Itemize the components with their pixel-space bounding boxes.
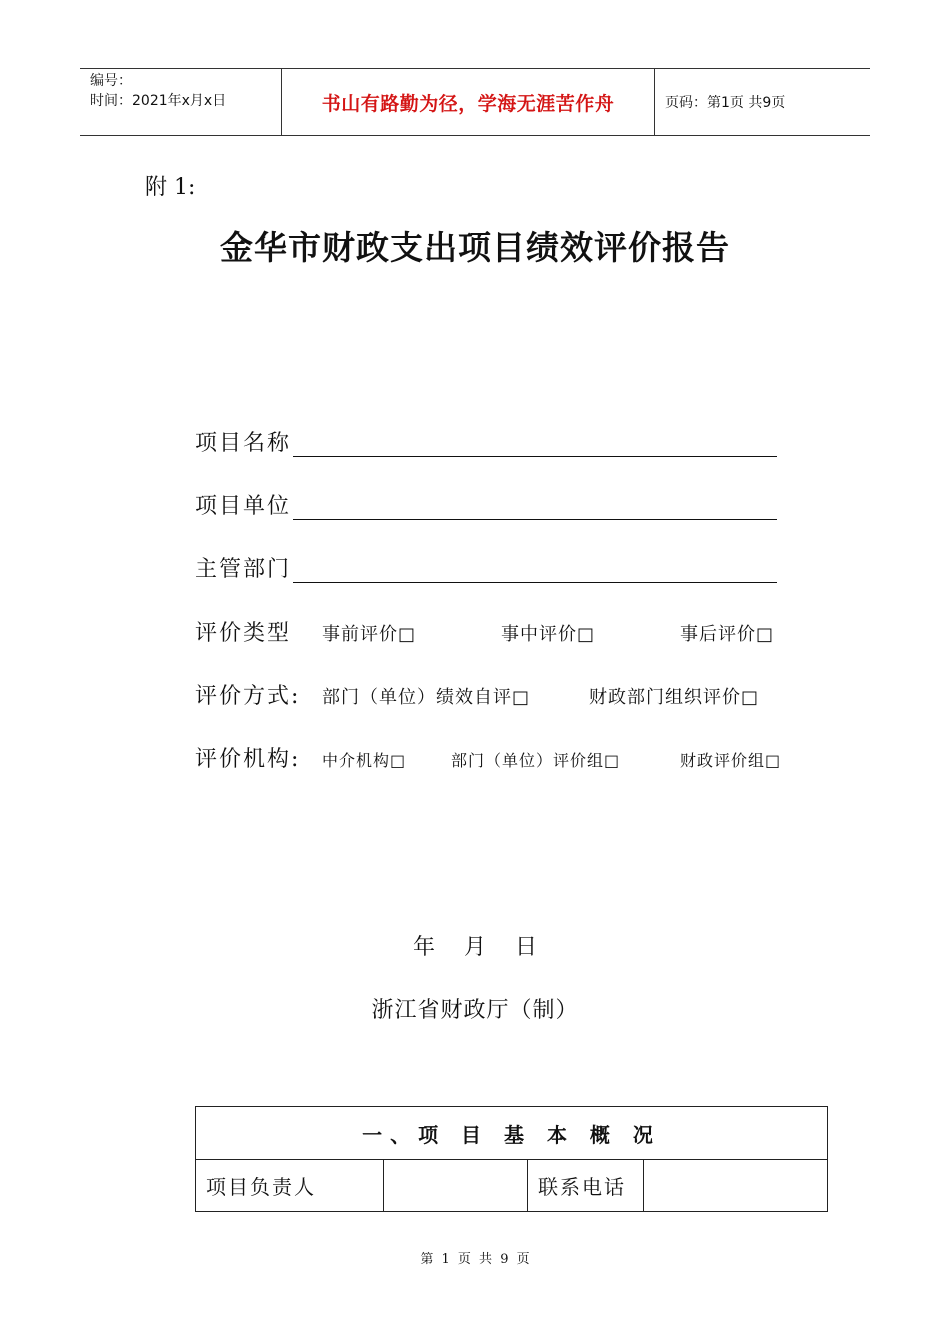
eval-org-option-agency[interactable]: 中介机构□ <box>322 751 407 770</box>
eval-method-option-self[interactable]: 部门（单位）绩效自评□ <box>322 687 531 708</box>
eval-type-label: 评价类型 <box>195 621 292 646</box>
eval-org-label: 评价机构: <box>195 747 301 772</box>
code-label: 编号： <box>90 73 132 89</box>
date-line: 年 月 日 <box>413 935 537 960</box>
document-title: 金华市财政支出项目绩效评价报告 <box>220 228 730 267</box>
project-name-blank[interactable] <box>293 428 777 457</box>
project-name-label: 项目名称 <box>195 431 292 456</box>
page-header <box>80 68 870 136</box>
header-page-info: 页码：第1页 共9页 <box>665 95 786 111</box>
supervisor-dept-blank[interactable] <box>293 554 777 583</box>
table-row <box>196 1160 828 1212</box>
project-unit-label: 项目单位 <box>195 494 292 519</box>
project-unit-blank[interactable] <box>293 491 777 520</box>
header-left-cell <box>80 69 281 135</box>
eval-org-option-finance[interactable]: 财政评价组□ <box>680 751 782 770</box>
header-motto: 书山有路勤为径，学海无涯苦作舟 <box>281 69 655 135</box>
supervisor-dept-label: 主管部门 <box>195 557 292 582</box>
eval-method-option-finance[interactable]: 财政部门组织评价□ <box>589 687 760 708</box>
table-section-title: 一、项 目 基 本 概 况 <box>196 1107 828 1160</box>
project-unit-field <box>195 489 777 520</box>
attachment-label: 附 1: <box>145 175 196 200</box>
time-label: 时间：2021年x月x日 <box>90 93 227 109</box>
contact-phone-value[interactable] <box>644 1160 828 1212</box>
page-footer: 第 1 页 共 9 页 <box>420 1252 530 1267</box>
issuer-line: 浙江省财政厅（制） <box>371 998 579 1023</box>
eval-type-option-post[interactable]: 事后评价□ <box>680 624 775 645</box>
eval-method-label: 评价方式: <box>195 684 301 709</box>
project-leader-label: 项目负责人 <box>196 1160 384 1212</box>
eval-type-option-mid[interactable]: 事中评价□ <box>501 624 596 645</box>
project-leader-value[interactable] <box>384 1160 528 1212</box>
eval-org-option-dept[interactable]: 部门（单位）评价组□ <box>451 751 621 770</box>
contact-phone-label: 联系电话 <box>528 1160 644 1212</box>
supervisor-dept-field <box>195 552 777 583</box>
basic-info-table <box>195 1106 828 1212</box>
project-name-field <box>195 426 777 457</box>
eval-type-option-pre[interactable]: 事前评价□ <box>322 624 417 645</box>
